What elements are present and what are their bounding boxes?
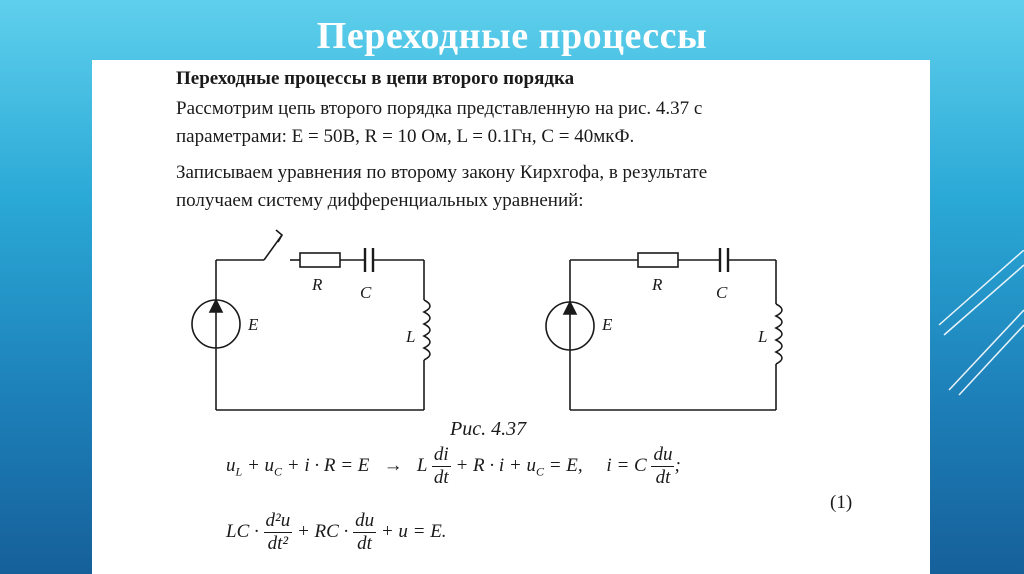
eq3-end: ; — [674, 454, 681, 476]
eq-arrow: → — [383, 454, 403, 476]
equation-line-2 — [226, 510, 447, 555]
decorative-lines — [924, 250, 1024, 450]
label-c-left: C — [360, 283, 372, 302]
paragraph-2-line-1: Записываем уравнения по второму закону Кирхгофа, в результате — [176, 162, 708, 183]
eq2-end: = E, — [548, 454, 583, 476]
eq3-den: dt — [655, 467, 671, 488]
eq2-rest: + R · i + u — [455, 454, 536, 476]
figure-caption: Рис. 4.37 — [450, 418, 527, 440]
slide-title: Переходные процессы — [316, 15, 708, 57]
eq2-l: L — [416, 454, 428, 476]
eq3-i: i = C — [606, 454, 647, 476]
eq1-sub-l: L — [235, 464, 243, 479]
eq3-num: du — [653, 444, 673, 465]
label-l-left: L — [406, 327, 416, 346]
label-l-right: L — [758, 327, 768, 346]
equation-line-1: $u_L + u_C + i \cdot R = E$ → L $\frac{di}{dt}$ + $R \cdot i + u_C = E$, i = C $\frac{du}{dt}$ ; — [226, 444, 681, 488]
circuit-right — [546, 248, 782, 410]
paragraph-1-line-2: параметрами: E = 50В, R = 10 Ом, L = 0.1Гн, C = 40мкФ. — [176, 126, 635, 147]
eq1-u2: u — [264, 454, 275, 476]
eq4-rc: + RC · — [296, 520, 349, 542]
eq3-fraction — [651, 444, 674, 489]
doc-heading: Переходные процессы в цепи второго порядка — [176, 68, 575, 89]
eq2-den: dt — [433, 467, 449, 488]
eq4-den-1: dt² — [267, 533, 289, 554]
circuit-diagrams — [92, 60, 930, 574]
label-e-left: E — [248, 315, 259, 334]
eq4-fraction-1 — [264, 510, 293, 555]
eq4-num-2: du — [355, 510, 375, 531]
eq1-u: u — [226, 454, 236, 476]
label-e-right: E — [602, 315, 613, 334]
eq4-num-1: d²u — [265, 510, 291, 531]
paragraph-2-line-2: получаем систему дифференциальных уравнений: — [176, 190, 584, 211]
eq2-sub-c: C — [535, 464, 544, 479]
document-image — [92, 60, 930, 574]
eq4-end: + u = E. — [380, 520, 447, 542]
eq2-num: di — [433, 444, 449, 465]
eq4-fraction-2 — [353, 510, 376, 555]
circuit-left — [192, 230, 430, 410]
paragraph-1-line-1: Рассмотрим цепь второго порядка представленную на рис. 4.37 с — [176, 98, 703, 119]
eq1-sub-c: C — [274, 464, 283, 479]
label-c-right: C — [716, 283, 728, 302]
equation-number: (1) — [830, 492, 853, 513]
label-r-right: R — [652, 275, 663, 294]
eq2-fraction — [432, 444, 451, 489]
eq1-rest: + i · R = E — [286, 454, 370, 476]
eq4-den-2: dt — [357, 533, 372, 554]
eq4-lc: LC · — [226, 520, 259, 542]
label-r-left: R — [312, 275, 323, 294]
